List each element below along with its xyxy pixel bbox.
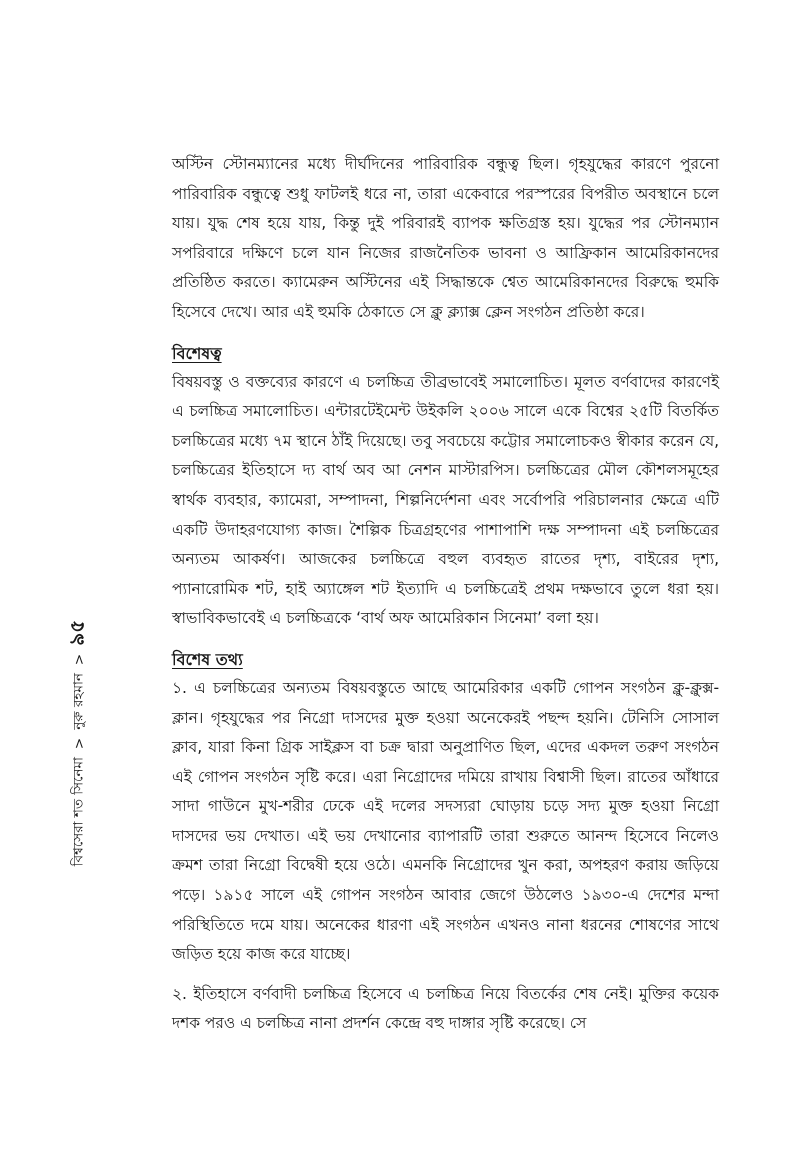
page-body	[172, 150, 719, 1039]
intro-section	[172, 150, 719, 328]
header-separator: >	[71, 653, 87, 666]
section-heading: বিশেষ তথ্য	[172, 649, 243, 669]
special-info-section	[172, 674, 719, 1039]
specialty-section	[172, 368, 719, 634]
page-number: ৯৫	[64, 619, 89, 646]
paragraph: ১. এ চলচ্চিত্রের অন্যতম বিষয়বস্তুতে আছে আমেরিকার একটি গোপন সংগঠন ক্লু-ক্লুক্স-ক্লান। গৃহযুদ্ধের পর নিগ্রো দাসদের মুক্ত হওয়া অনেকেরই পছন্দ হয়নি। টেনিসি সোসাল ক্লাব, যারা কিনা গ্রিক সাইক্লস বা চক্র দ্বারা অনুপ্রাণিত ছিল, এদের একদল তরুণ সংগঠন এই গোপন সংগঠন সৃষ্টি করে। এরা নিগ্রোদের দমিয়ে রাখায় বিশ্বাসী ছিল। রাতের আঁধারে সাদা গাউনে মুখ-শরীর ঢেকে এই দলের সদস্যরা ঘোড়ায় চড়ে সদ্য মুক্ত হওয়া নিগ্রো দাসদের ভয় দেখাত। এই ভয় দেখানোর ব্যাপারটি তারা শুরুতে আনন্দ হিসেবে নিলেও ক্রমশ তারা নিগ্রো বিদ্বেষী হয়ে ওঠে। এমনকি নিগ্রোদের খুন করা, অপহরণ করায় জড়িয়ে পড়ে। ১৯১৫ সালে এই গোপন সংগঠন আবার জেগে উঠলেও ১৯৩০-এ দেশের মন্দা পরিস্থিতিতে দমে যায়। অনেকের ধারণা এই সংগঠন এখনও নানা ধরনের শোষণের সাথে জড়িত হয়ে কাজ করে যাচ্ছে।	[172, 678, 719, 964]
header-separator: >	[71, 737, 87, 750]
paragraph: অস্টিন স্টোনম্যানের মধ্যে দীর্ঘদিনের পারিবারিক বন্ধুত্ব ছিল। গৃহযুদ্ধের কারণে পুরনো পারিবারিক বন্ধুত্বে শুধু ফাটলই ধরে না, তারা একেবারে পরস্পরের বিপরীত অবস্থানে চলে যায়। যুদ্ধ শেষ হয়ে যায়, কিন্তু দুই পরিবারই ব্যাপক ক্ষতিগ্রস্ত হয়। যুদ্ধের পর স্টোনম্যান সপরিবারে দক্ষিণে চলে যান নিজের রাজনৈতিক ভাবনা ও আফ্রিকান আমেরিকানদের প্রতিষ্ঠিত করতে। ক্যামেরুন অস্টিনের এই সিদ্ধান্তকে শ্বেত আমেরিকানদের বিরুদ্ধে হুমকি হিসেবে দেখে। আর এই হুমকি ঠেকাতে সে ক্লু ক্ল্যাক্স ক্লেন সংগঠন প্রতিষ্ঠা করে।	[172, 155, 719, 321]
book-title: বিশ্বসেরা শত সিনেমা	[70, 757, 87, 867]
paragraph: বিষয়বস্তু ও বক্তব্যের কারণে এ চলচ্চিত্র তীব্রভাবেই সমালোচিত। মূলত বর্ণবাদের কারণেই এ চলচ্চিত্র সমালোচিত। এন্টারটেইমেন্ট উইকলি ২০০৬ সালে একে বিশ্বের ২৫টি বিতর্কিত চলচ্চিত্রের মধ্যে ৭ম স্থানে ঠাঁই দিয়েছে। তবু সবচেয়ে কট্টোর সমালোচকও স্বীকার করেন যে, চলচ্চিত্রের ইতিহাসে দ্য বার্থ অব আ নেশন মাস্টারপিস। চলচ্চিত্রের মৌল কৌশলসমূহের স্বার্থক ব্যবহার, ক্যামেরা, সম্পাদনা, শিল্পনির্দেশনা এবং সর্বোপরি পরিচালনার ক্ষেত্রে এটি একটি উদাহরণযোগ্য কাজ। শৈল্পিক চিত্রগ্রহণের পাশাপাশি দক্ষ সম্পাদনা এই চলচ্চিত্রের অন্যতম আকর্ষণ। আজকের চলচ্চিত্রে বহুল ব্যবহৃত রাতের দৃশ্য, বাইরের দৃশ্য, প্যানারোমিক শট, হাই অ্যাঙ্গেল শট ইত্যাদি এ চলচ্চিত্রেই প্রথম দক্ষভাবে তুলে ধরা হয়। স্বাভাবিকভাবেই এ চলচ্চিত্রকে ‘বার্থ অফ আমেরিকান সিনেমা’ বলা হয়।	[172, 372, 719, 628]
author-name: নুরু রহমান	[70, 673, 87, 730]
paragraph: ২. ইতিহাসে বর্ণবাদী চলচ্চিত্র হিসেবে এ চলচ্চিত্র নিয়ে বিতর্কের শেষ নেই। মুক্তির কয়েক দশক পরও এ চলচ্চিত্র নানা প্রদর্শন কেন্দ্রে বহু দাঙ্গার সৃষ্টি করেছে। সে	[172, 984, 719, 1033]
running-header	[56, 448, 102, 1038]
section-heading: বিশেষত্ব	[172, 343, 222, 363]
